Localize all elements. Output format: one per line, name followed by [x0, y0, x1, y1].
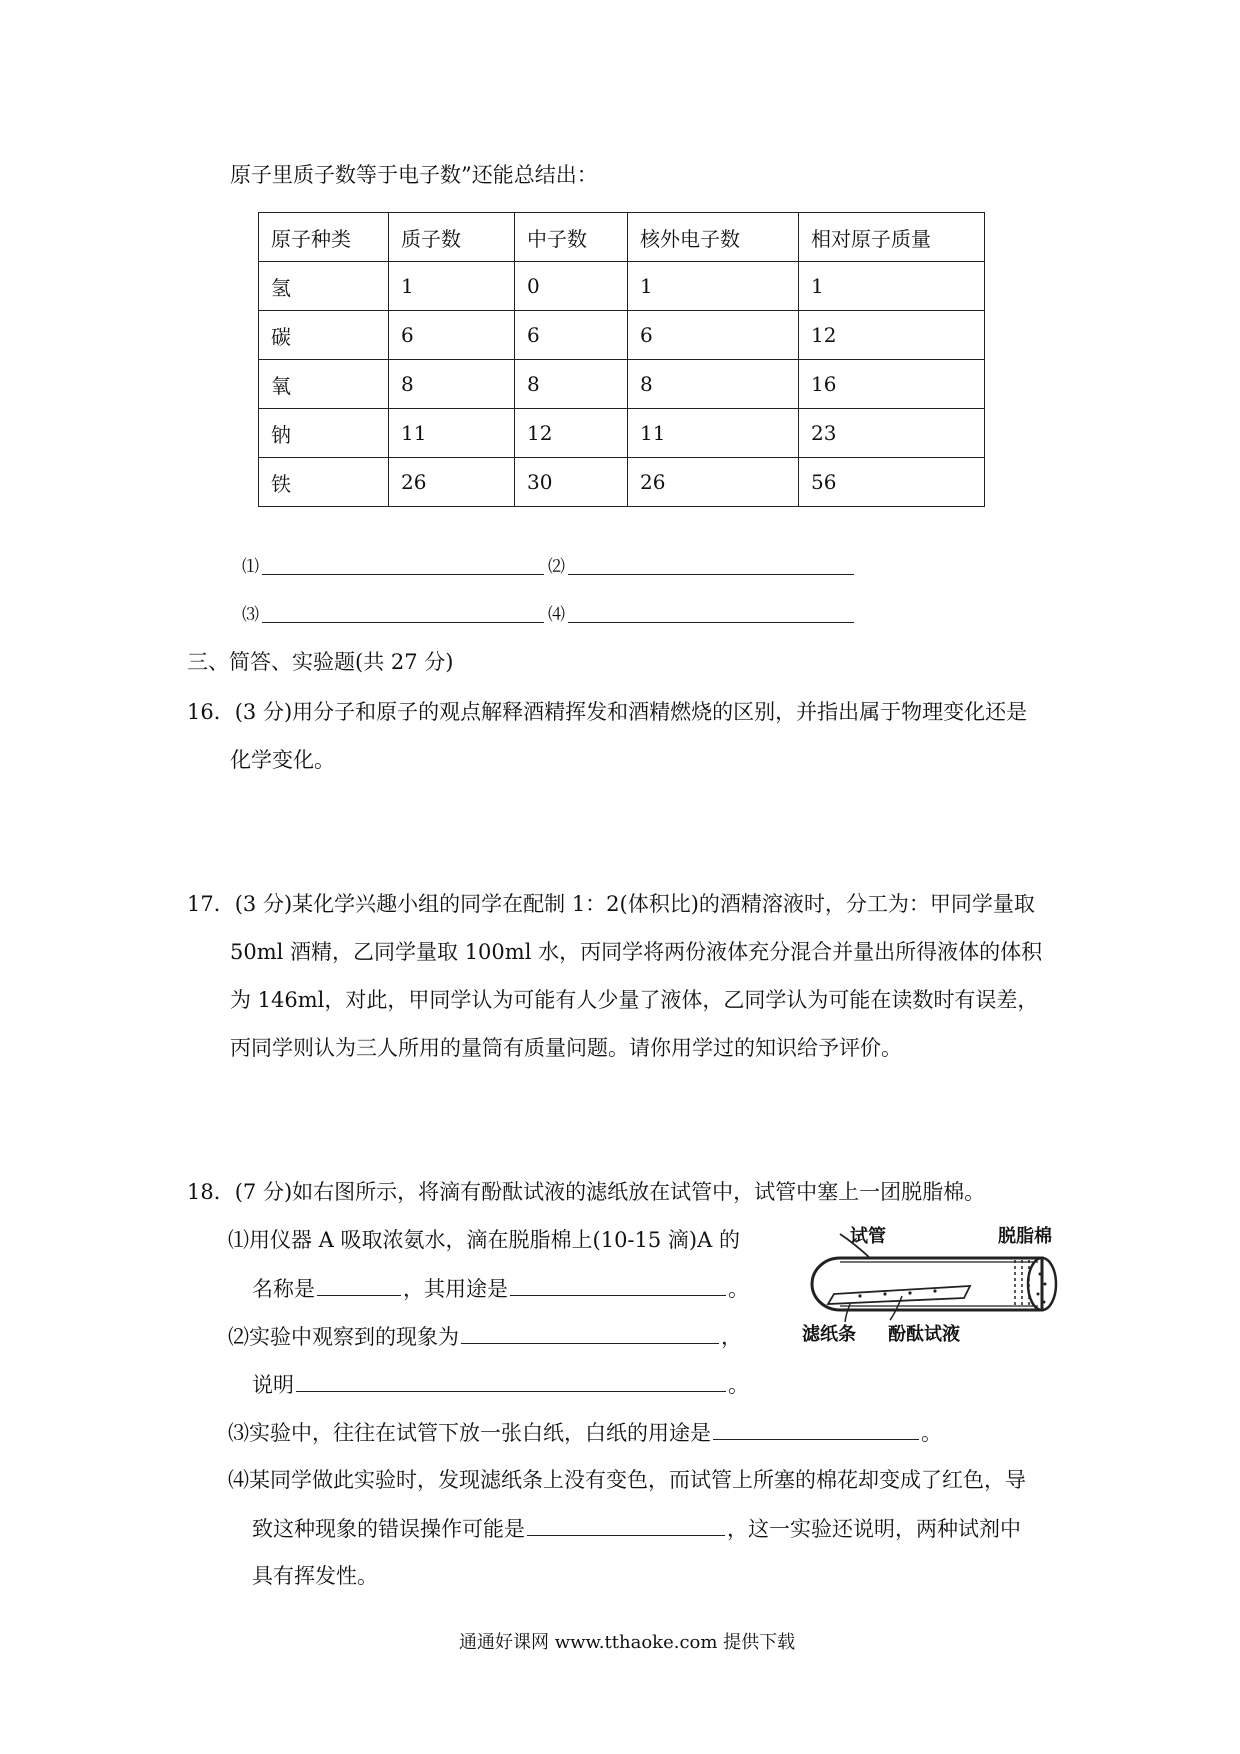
- q18-line-1: 18．(7 分)如右图所示，将滴有酚酞试液的滤纸放在试管中，试管中塞上一团脱脂棉。: [187, 1180, 986, 1204]
- header-cell: 质子数: [389, 213, 515, 262]
- atom-table: [258, 212, 985, 507]
- blank-label-4: ⑷: [548, 605, 565, 625]
- q18-part4-line-b: [252, 1513, 1021, 1544]
- q18-part1-line-a: ⑴用仪器 A 吸取浓氨水，滴在脱脂棉上(10-15 滴)A 的: [228, 1228, 740, 1252]
- q18-part1-line-b: [252, 1273, 749, 1304]
- table-cell: 23: [799, 409, 985, 458]
- q17-line-2: 50ml 酒精，乙同学量取 100ml 水，丙同学将两份液体充分混合并量出所得液体的体积: [230, 940, 1043, 964]
- table-cell: 铁: [259, 458, 389, 507]
- answer-blank-use[interactable]: [510, 1273, 726, 1296]
- table-row: [259, 409, 985, 458]
- answer-blank-mistake[interactable]: [527, 1513, 725, 1536]
- table-row: [259, 311, 985, 360]
- header-cell: 原子种类: [259, 213, 389, 262]
- table-cell: 6: [389, 311, 515, 360]
- q17-line-4: 丙同学则认为三人所用的量筒有质量问题。请你用学过的知识给予评价。: [230, 1036, 902, 1060]
- table-cell: 30: [515, 458, 628, 507]
- test-tube-diagram: [770, 1222, 1090, 1345]
- q18-p2a-end: ，: [721, 1325, 742, 1349]
- label-phenolphthalein: 酚酞试液: [888, 1324, 960, 1345]
- q18-p2b-end: 。: [728, 1373, 749, 1397]
- blank-label-1: ⑴: [242, 557, 259, 577]
- intro-line: 原子里质子数等于电子数”还能总结出：: [230, 163, 598, 187]
- answer-line-2[interactable]: [568, 574, 854, 575]
- answer-blank-name[interactable]: [317, 1273, 401, 1296]
- label-cotton: 脱脂棉: [998, 1226, 1052, 1247]
- q18-p3-end: 。: [921, 1421, 942, 1445]
- q18-p1b-pre: 名称是: [252, 1277, 315, 1301]
- q18-p4b-pre: 致这种现象的错误操作可能是: [252, 1517, 525, 1541]
- page-footer: 通通好课网 www.tthaoke.com 提供下载: [459, 1632, 796, 1653]
- table-cell: 26: [628, 458, 799, 507]
- table-cell: 1: [389, 262, 515, 311]
- table-cell: 16: [799, 360, 985, 409]
- q16-line-2: 化学变化。: [230, 748, 335, 772]
- q18-p2a-pre: ⑵实验中观察到的现象为: [228, 1325, 459, 1349]
- q18-p3-pre: ⑶实验中，往往在试管下放一张白纸，白纸的用途是: [228, 1421, 711, 1445]
- q18-p4b-end: ，这一实验还说明，两种试剂中: [727, 1517, 1021, 1541]
- table-cell: 氢: [259, 262, 389, 311]
- table-cell: 氧: [259, 360, 389, 409]
- q17-line-1: 17．(3 分)某化学兴趣小组的同学在配制 1：2(体积比)的酒精溶液时，分工为：甲同学量取: [187, 892, 1035, 916]
- answer-blank-phenomenon[interactable]: [461, 1321, 719, 1344]
- table-cell: 12: [799, 311, 985, 360]
- table-cell: 1: [799, 262, 985, 311]
- table-cell: 56: [799, 458, 985, 507]
- answer-blank-explain[interactable]: [296, 1369, 726, 1392]
- q18-part4-line-c: 具有挥发性。: [252, 1564, 378, 1588]
- q18-p1b-end: 。: [728, 1277, 749, 1301]
- answer-line-3[interactable]: [262, 622, 544, 623]
- table-cell: 8: [389, 360, 515, 409]
- blank-label-2: ⑵: [548, 557, 565, 577]
- table-cell: 8: [515, 360, 628, 409]
- table-row: [259, 262, 985, 311]
- blank-label-3: ⑶: [242, 605, 259, 625]
- header-cell: 核外电子数: [628, 213, 799, 262]
- table-cell: 6: [628, 311, 799, 360]
- q18-part2-line-a: [228, 1321, 742, 1352]
- section-title: 三、简答、实验题(共 27 分): [187, 650, 454, 674]
- q18-p2b-pre: 说明: [252, 1373, 294, 1397]
- table-cell: 11: [628, 409, 799, 458]
- table-cell: 钠: [259, 409, 389, 458]
- answer-line-4[interactable]: [568, 622, 854, 623]
- header-cell: 中子数: [515, 213, 628, 262]
- table-cell: 6: [515, 311, 628, 360]
- q18-part3-line: [228, 1417, 942, 1448]
- q16-line-1: 16．(3 分)用分子和原子的观点解释酒精挥发和酒精燃烧的区别，并指出属于物理变化还是: [187, 700, 1028, 724]
- q17-line-3: 为 146ml，对此，甲同学认为可能有人少量了液体，乙同学认为可能在读数时有误差，: [230, 988, 1039, 1012]
- label-test-tube: 试管: [850, 1226, 886, 1247]
- table-cell: 11: [389, 409, 515, 458]
- table-row: [259, 360, 985, 409]
- table-cell: 碳: [259, 311, 389, 360]
- table-cell: 1: [628, 262, 799, 311]
- q18-part4-line-a: ⑷某同学做此实验时，发现滤纸条上没有变色，而试管上所塞的棉花却变成了红色，导: [228, 1468, 1026, 1492]
- table-cell: 8: [628, 360, 799, 409]
- label-filter-strip: 滤纸条: [802, 1324, 856, 1345]
- header-cell: 相对原子质量: [799, 213, 985, 262]
- answer-blank-paper-use[interactable]: [713, 1417, 919, 1440]
- table-header-row: [259, 213, 985, 262]
- q18-part2-line-b: [252, 1369, 749, 1400]
- q18-p1b-mid: ，其用途是: [403, 1277, 508, 1301]
- table-row: [259, 458, 985, 507]
- table-cell: 0: [515, 262, 628, 311]
- answer-line-1[interactable]: [262, 574, 544, 575]
- table-cell: 26: [389, 458, 515, 507]
- table-cell: 12: [515, 409, 628, 458]
